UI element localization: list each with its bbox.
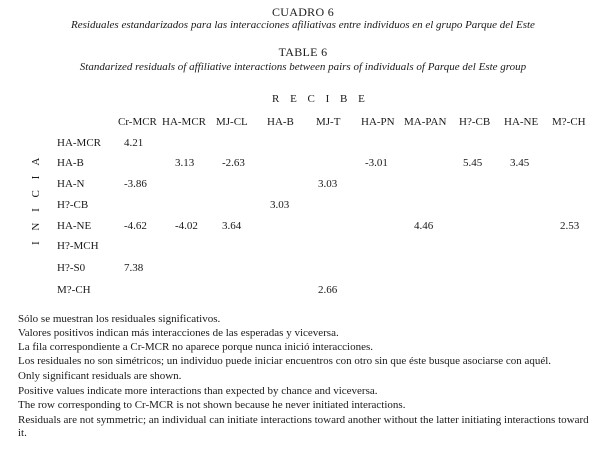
table-cell: -2.63: [222, 157, 245, 169]
note-es-2: Valores positivos indican más interacciones de las esperadas y viceversa.: [18, 327, 339, 339]
note-en-2: Positive values indicate more interactions than expected by chance and viceversa.: [18, 385, 378, 397]
column-header: HA-B: [267, 116, 294, 128]
table-cell: 2.66: [318, 284, 338, 296]
note-es-4: Los residuales no son simétricos; un individuo puede iniciar encuentros con otro sin que éste busque asociarse con aquél.: [18, 355, 552, 367]
table-cell: -3.01: [365, 157, 388, 169]
column-header: HA-PN: [361, 116, 395, 128]
note-en-3: The row corresponding to Cr-MCR is not shown because he never initiated interactions.: [18, 399, 406, 411]
column-header: HA-MCR: [162, 116, 207, 128]
note-en-4: Residuals are not symmetric; an individual can initiate interactions toward another without the latter initiating interactions toward it.: [18, 414, 589, 439]
table-cell: 2.53: [560, 220, 580, 232]
column-header: MJ-CL: [216, 116, 248, 128]
table-cell: 5.45: [463, 157, 483, 169]
row-header: HA-MCR: [57, 137, 102, 149]
caption-subtitle-es: Residuales estandarizados para las interacciones afiliativas entre individuos en el grupo Parque del Este: [71, 19, 535, 31]
table-cell: 3.64: [222, 220, 242, 232]
table-cell: -4.02: [175, 220, 198, 232]
table-cell: 3.13: [175, 157, 195, 169]
column-header: MA-PAN: [404, 116, 447, 128]
row-header: H?-MCH: [57, 240, 99, 252]
table-cell: -3.86: [124, 178, 147, 190]
row-header: M?-CH: [57, 284, 91, 296]
row-header: H?-CB: [57, 199, 89, 211]
caption-title-es: CUADRO 6: [271, 5, 335, 19]
note-en-1: Only significant residuals are shown.: [18, 370, 182, 382]
row-axis-label: I N I C I A: [30, 153, 42, 245]
table-cell: 3.45: [510, 157, 530, 169]
row-header: H?-S0: [57, 262, 86, 274]
table-cell: 4.46: [414, 220, 434, 232]
caption-subtitle-en: Standarized residuals of affiliative interactions between pairs of individuals of Parque del Este group: [79, 61, 527, 73]
table-cell: 3.03: [270, 199, 290, 211]
table-cell: -4.62: [124, 220, 147, 232]
note-es-3: La fila correspondiente a Cr-MCR no aparece porque nunca inició interacciones.: [18, 341, 373, 353]
column-header: Cr-MCR: [118, 116, 157, 128]
column-header: MJ-T: [316, 116, 341, 128]
row-header: HA-NE: [57, 220, 92, 232]
column-header: HA-NE: [504, 116, 539, 128]
table-cell: 3.03: [318, 178, 338, 190]
table-cell: 4.21: [124, 137, 144, 149]
table-cell: 7.38: [124, 262, 144, 274]
row-header: HA-N: [57, 178, 85, 190]
row-header: HA-B: [57, 157, 84, 169]
caption-title-en: TABLE 6: [278, 45, 328, 59]
column-header: M?-CH: [552, 116, 586, 128]
column-axis-label: R E C I B E: [272, 93, 369, 105]
column-header: H?-CB: [459, 116, 491, 128]
note-es-1: Sólo se muestran los residuales significativos.: [18, 313, 221, 325]
